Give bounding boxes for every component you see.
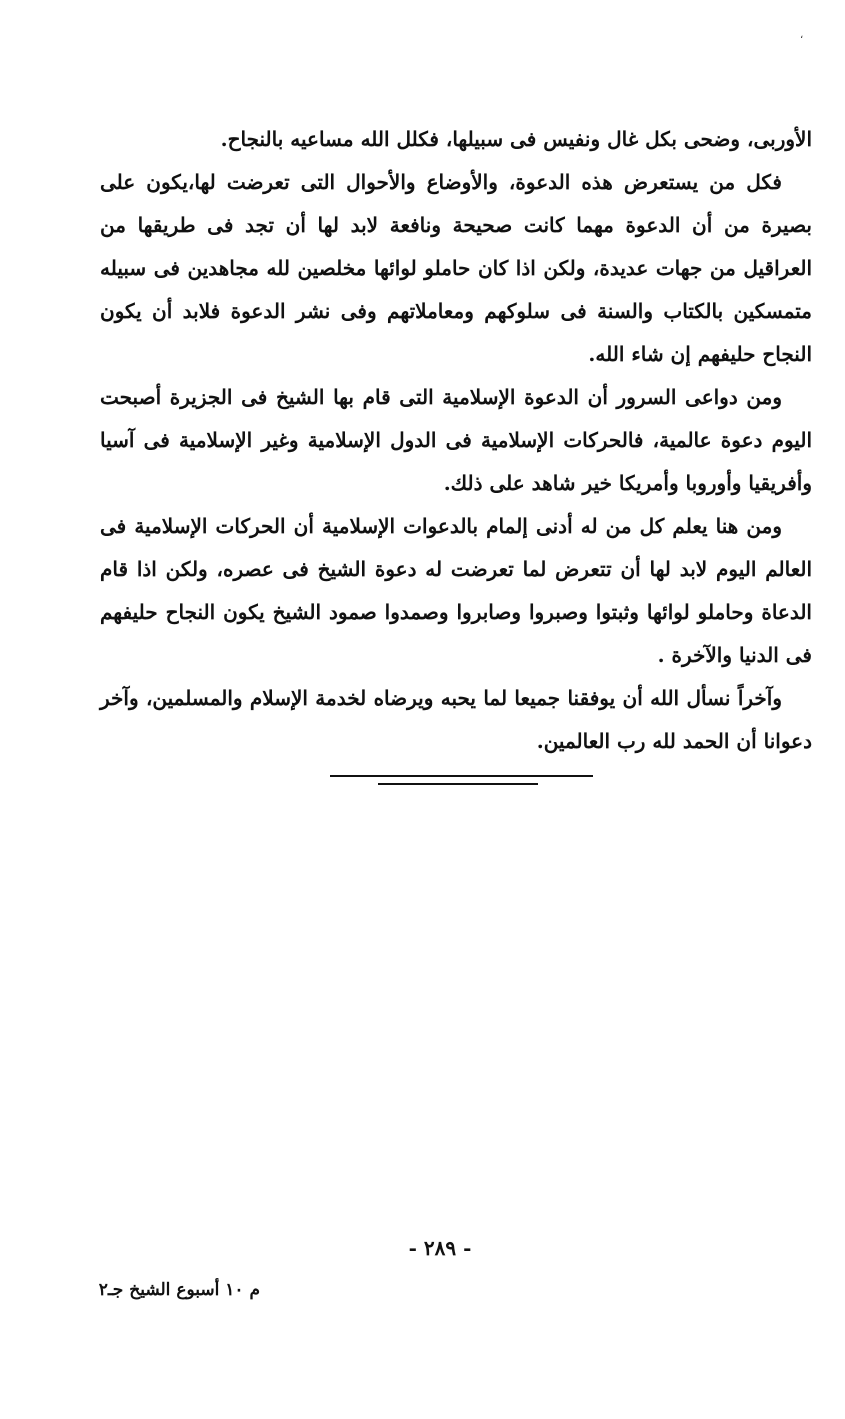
end-divider-bottom xyxy=(378,783,538,785)
paragraph-3: ومن دواعى السرور أن الدعوة الإسلامية التى قام بها الشيخ فى الجزيرة أصبحت اليوم دعوة عالمية، فالحركات الإسلامية فى الدول الإسلامية وغير الإسلامية فى آسيا وأفريقيا وأوروبا وأمريكا خير شاهد على ذلك. xyxy=(100,385,812,495)
page-number: - ٢٨٩ - xyxy=(408,1236,472,1260)
signature-mark: م ١٠ أسبوع الشيخ جـ٢ xyxy=(98,1280,260,1300)
paragraph-4: ومن هنا يعلم كل من له أدنى إلمام بالدعوات الإسلامية أن الحركات الإسلامية فى العالم اليوم لابد لها أن تتعرض لما تعرضت له دعوة الشيخ فى عصره، ولكن اذا قام الدعاة وحاملو لوائها وثبتوا وصبروا وصابروا وصمدوا صمود الشيخ يكون النجاح حليفهم فى الدنيا والآخرة . xyxy=(100,514,812,667)
paragraph-5: وآخراً نسأل الله أن يوفقنا جميعا لما يحبه ويرضاه لخدمة الإسلام والمسلمين، وآخر دعوانا أن الحمد لله رب العالمين. xyxy=(100,686,812,753)
end-divider-top xyxy=(330,775,593,777)
paragraph-1: الأوربى، وضحى بكل غال ونفيس فى سبيلها، فكلل الله مساعيه بالنجاح. xyxy=(220,127,812,151)
corner-mark: ، xyxy=(800,30,804,41)
body-text xyxy=(100,118,812,763)
paragraph-2: فكل من يستعرض هذه الدعوة، والأوضاع والأحوال التى تعرضت لها،يكون على بصيرة من أن الدعوة مهما كانت صحيحة ونافعة لابد لها أن تجد فى طريقها من العراقيل من جهات عديدة، ولكن اذا كان حاملو لوائها مخلصين لله مجاهدين فى سبيله متمسكين بالكتاب والسنة فى سلوكهم ومعاملاتهم وفى نشر الدعوة فلابد أن يكون النجاح حليفهم إن شاء الله. xyxy=(100,170,812,366)
